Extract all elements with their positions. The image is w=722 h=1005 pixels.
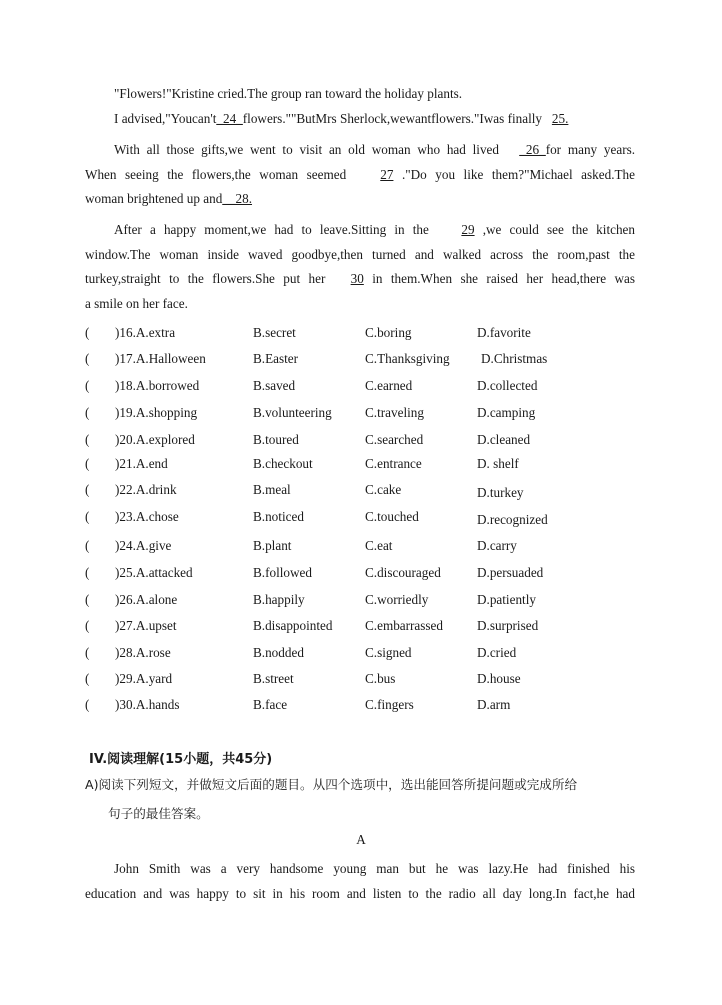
- option-a: )24.A.give: [115, 538, 172, 553]
- question-row: ( )27.A.upset B.disappointed C.embarrassed D.surprised: [85, 618, 539, 633]
- option-d: D. shelf: [477, 456, 519, 471]
- option-b: B.saved: [253, 378, 296, 393]
- question-row: ( )24.A.give B.plant C.eat D.carry: [85, 538, 517, 553]
- blank-30: 30: [350, 271, 364, 286]
- passage-line: woman brightened up and__28.: [85, 191, 253, 206]
- question-row: ( )23.A.chose B.noticed C.touched D.recognized: [85, 509, 548, 527]
- option-a: )16.A.extra: [115, 325, 176, 340]
- question-row: ( )17.A.Halloween B.Easter C.Thanksgiving D.Christmas: [85, 351, 548, 366]
- option-a: )22.A.drink: [115, 482, 177, 497]
- passage-line: I advised,"Youcan't_24_flowers.""ButMrs Sherlock,wewantflowers."Iwas finally 25.: [114, 110, 569, 126]
- passage-line: education and was happy to sit in his room and listen to the radio all day long.In fact,he had: [85, 885, 635, 901]
- blank-29: 29: [461, 222, 475, 237]
- option-a: )25.A.attacked: [115, 565, 193, 580]
- option-a: )21.A.end: [115, 456, 168, 471]
- option-b: B.secret: [253, 325, 296, 340]
- option-c: C.searched: [365, 432, 424, 447]
- option-d: D.cried: [477, 645, 517, 660]
- passage-line: turkey,straight to the flowers.She put her 30 in them.When she raised her head,there was: [85, 271, 636, 286]
- option-b: B.meal: [253, 482, 291, 497]
- option-d: D.camping: [477, 405, 536, 420]
- passage-letter: A: [356, 832, 366, 847]
- question-row: ( )21.A.end B.checkout C.entrance D. shelf: [85, 456, 519, 471]
- passage-line: John Smith was a very handsome young man but he was lazy.He had finished his: [114, 861, 635, 876]
- option-c: C.eat: [365, 538, 393, 553]
- section-title: IV.阅读理解(15小题，共45分): [89, 752, 273, 767]
- question-row: ( )19.A.shopping B.volunteering C.traveling D.camping: [85, 405, 536, 420]
- option-d: D.favorite: [477, 325, 531, 340]
- option-c: C.cake: [365, 482, 402, 497]
- option-b: B.followed: [253, 565, 312, 580]
- option-b: B.Easter: [253, 351, 299, 366]
- question-row: ( )28.A.rose B.nodded C.signed D.cried: [85, 645, 517, 660]
- option-c: C.worriedly: [365, 592, 429, 607]
- option-c: C.earned: [365, 378, 413, 393]
- passage-line: After a happy moment,we had to leave.Sitting in the 29 ,we could see the kitchen: [114, 222, 635, 237]
- option-c: C.embarrassed: [365, 618, 443, 633]
- passage-line: a smile on her face.: [85, 295, 188, 311]
- option-d: D.recognized: [477, 512, 548, 527]
- cloze-paragraph-1: [85, 138, 635, 212]
- question-row: ( )26.A.alone B.happily C.worriedly D.patiently: [85, 592, 536, 607]
- question-row: ( )16.A.extra B.secret C.boring D.favorite: [85, 325, 531, 340]
- option-d: D.surprised: [477, 618, 539, 633]
- option-d: D.persuaded: [477, 565, 544, 580]
- option-a: )17.A.Halloween: [115, 351, 206, 366]
- question-row: ( )29.A.yard B.street C.bus D.house: [85, 671, 521, 686]
- instruction-text: A)阅读下列短文，并做短文后面的题目。从四个选项中，选出能回答所提问题或完成所给: [85, 777, 578, 792]
- option-c: C.signed: [365, 645, 412, 660]
- option-a: )30.A.hands: [115, 697, 180, 712]
- option-d: D.patiently: [477, 592, 536, 607]
- option-b: B.disappointed: [253, 618, 333, 633]
- question-row: ( )30.A.hands B.face C.fingers D.arm: [85, 697, 511, 712]
- option-c: C.bus: [365, 671, 396, 686]
- option-b: B.plant: [253, 538, 292, 553]
- blank-25: 25.: [551, 110, 569, 126]
- question-row: ( )20.A.explored B.toured C.searched D.cleaned: [85, 432, 531, 447]
- option-c: C.entrance: [365, 456, 422, 471]
- blank-27: 27: [380, 166, 394, 182]
- passage-line: With all those gifts,we went to visit an old woman who had lived _26_for many years.: [114, 142, 636, 157]
- question-row: ( )18.A.borrowed B.saved C.earned D.collected: [85, 378, 538, 393]
- option-a: )20.A.explored: [115, 432, 195, 447]
- option-d: D.cleaned: [477, 432, 531, 447]
- option-a: )19.A.shopping: [115, 405, 198, 420]
- blank-28: __28.: [222, 191, 253, 206]
- option-c: C.traveling: [365, 405, 424, 420]
- option-b: B.nodded: [253, 645, 304, 660]
- option-b: B.happily: [253, 592, 305, 607]
- passage-line: window.The woman inside waved goodbye,then turned and walked across the room,past the: [85, 246, 635, 262]
- option-b: B.checkout: [253, 456, 313, 471]
- option-b: B.volunteering: [253, 405, 332, 420]
- option-c: C.boring: [365, 325, 412, 340]
- option-a: )23.A.chose: [115, 509, 179, 524]
- option-b: B.noticed: [253, 509, 304, 524]
- option-d: D.house: [477, 671, 521, 686]
- cloze-paragraph-2: [85, 218, 635, 316]
- option-c: C.discouraged: [365, 565, 441, 580]
- option-a: )29.A.yard: [115, 671, 173, 686]
- option-d: D.collected: [477, 378, 538, 393]
- option-a: )26.A.alone: [115, 592, 178, 607]
- reading-passage: [85, 857, 635, 906]
- option-d: D.carry: [477, 538, 517, 553]
- passage-line: "Flowers!"Kristine cried.The group ran toward the holiday plants.: [114, 86, 463, 101]
- option-a: )18.A.borrowed: [115, 378, 200, 393]
- blank-26: _26_: [519, 142, 546, 157]
- option-d: D.arm: [477, 697, 511, 712]
- option-c: C.fingers: [365, 697, 414, 712]
- option-b: B.street: [253, 671, 294, 686]
- option-d: D.Christmas: [481, 351, 548, 366]
- option-b: B.toured: [253, 432, 299, 447]
- cloze-passage: [85, 82, 635, 131]
- passage-line: When seeing the flowers,the woman seemed 27 ."Do you like them?"Michael asked.The: [85, 166, 635, 182]
- question-row: ( )25.A.attacked B.followed C.discouraged D.persuaded: [85, 565, 544, 580]
- option-a: )27.A.upset: [115, 618, 177, 633]
- option-c: C.touched: [365, 509, 419, 524]
- option-c: C.Thanksgiving: [365, 351, 450, 366]
- instruction-text: 句子的最佳答案。: [108, 806, 209, 821]
- option-d: D.turkey: [477, 485, 524, 500]
- question-row: ( )22.A.drink B.meal C.cake D.turkey: [85, 482, 524, 500]
- blank-24: _24_: [216, 110, 243, 126]
- option-a: )28.A.rose: [115, 645, 171, 660]
- option-b: B.face: [253, 697, 288, 712]
